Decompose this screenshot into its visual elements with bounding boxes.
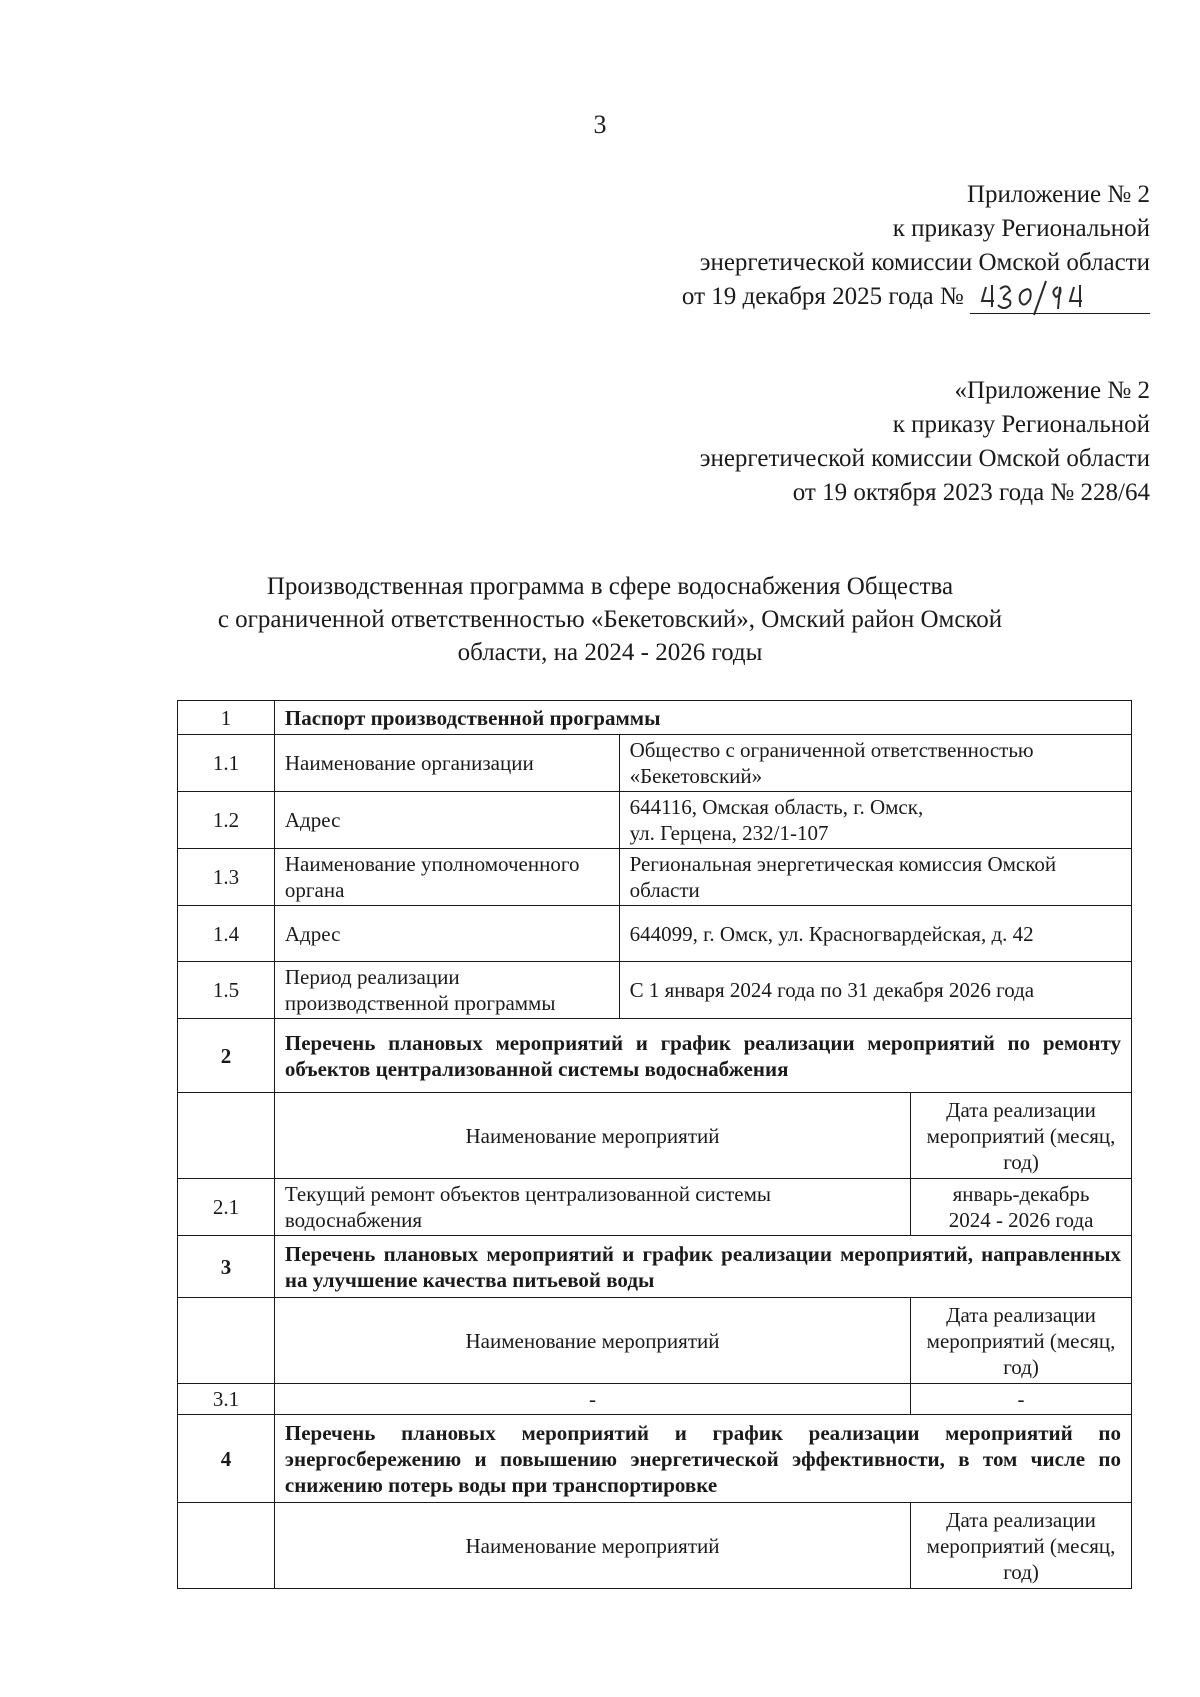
- column-header-date: Дата реализации мероприятий (месяц, год): [911, 1298, 1132, 1384]
- column-header-date: Дата реализации мероприятий (месяц, год): [911, 1093, 1132, 1179]
- row-value: Региональная энергетическая комиссия Омской области: [619, 849, 1131, 906]
- section-title: Перечень плановых мероприятий и график реализации мероприятий, направленных на улучшение качества питьевой воды: [274, 1236, 1131, 1298]
- row-label: Адрес: [274, 906, 619, 962]
- empty-cell: [178, 1298, 275, 1384]
- appendix-old-line: к приказу Региональной: [892, 411, 1150, 438]
- table-header-row: [178, 1298, 1132, 1384]
- appendix-new-date-line: [550, 280, 1150, 314]
- appendix-new-line: энергетической комиссии Омской области: [699, 249, 1150, 276]
- appendix-new-line: Приложение № 2: [966, 181, 1150, 208]
- row-number: 1.2: [178, 792, 275, 849]
- page-number: 3: [593, 110, 607, 139]
- activity-date: [911, 1179, 1132, 1236]
- column-header-date: Дата реализации мероприятий (месяц, год): [911, 1503, 1132, 1589]
- row-value: Общество с ограниченной ответственностью «Бекетовский»: [619, 735, 1131, 792]
- row-value-line: 644116, Омская область, г. Омск,: [629, 795, 924, 819]
- appendix-new-line: к приказу Региональной: [892, 215, 1150, 242]
- table-row: [178, 906, 1132, 962]
- row-label: Период реализации производственной программы: [274, 962, 619, 1019]
- section-number: 2: [178, 1019, 275, 1093]
- activity-date-line: январь-декабрь: [952, 1182, 1090, 1206]
- appendix-new-date-prefix: от 19 декабря 2025 года №: [681, 283, 964, 310]
- row-value: С 1 января 2024 года по 31 декабря 2026 года: [619, 962, 1131, 1019]
- appendix-header-new: [550, 178, 1150, 314]
- row-number: 1.1: [178, 735, 275, 792]
- appendix-old-line: энергетической комиссии Омской области: [699, 445, 1150, 472]
- empty-cell: [178, 1093, 275, 1179]
- appendix-old-line: от 19 октября 2023 года № 228/64: [792, 479, 1150, 506]
- row-value: 644099, г. Омск, ул. Красногвардейская, д. 42: [619, 906, 1131, 962]
- table-row: [178, 1384, 1132, 1415]
- document-title-line: с ограниченной ответственностью «Бекетовский», Омский район Омской: [217, 606, 1003, 633]
- appendix-old-line: «Приложение № 2: [954, 377, 1150, 404]
- section-number: 1: [178, 701, 275, 735]
- activity-date: -: [911, 1384, 1132, 1415]
- row-value-line: ул. Герцена, 232/1-107: [629, 821, 829, 845]
- row-number: 3.1: [178, 1384, 275, 1415]
- row-value: [619, 792, 1131, 849]
- table-header-row: [178, 1503, 1132, 1589]
- document-title-line: области, на 2024 - 2026 годы: [457, 639, 763, 666]
- table-row: [178, 792, 1132, 849]
- section-header-row: [178, 701, 1132, 735]
- table-row: [178, 735, 1132, 792]
- production-program-table: [177, 700, 1132, 1589]
- handwritten-order-number: [970, 283, 1150, 314]
- table-header-row: [178, 1093, 1132, 1179]
- column-header-name: Наименование мероприятий: [274, 1503, 910, 1589]
- empty-cell: [178, 1503, 275, 1589]
- row-label: Адрес: [274, 792, 619, 849]
- table-row: [178, 962, 1132, 1019]
- section-title: Перечень плановых мероприятий и график реализации мероприятий по ремонту объектов централизованной системы водоснабжения: [274, 1019, 1131, 1093]
- table-row: [178, 1179, 1132, 1236]
- row-number: 1.5: [178, 962, 275, 1019]
- document-title: [140, 570, 1080, 669]
- row-number: 1.3: [178, 849, 275, 906]
- section-number: 4: [178, 1415, 275, 1503]
- row-label: Наименование организации: [274, 735, 619, 792]
- section-title: Паспорт производственной программы: [274, 701, 1131, 735]
- activity-name: Текущий ремонт объектов централизованной системы водоснабжения: [274, 1179, 910, 1236]
- appendix-header-old: [530, 374, 1150, 510]
- column-header-name: Наименование мероприятий: [274, 1298, 910, 1384]
- section-header-row: [178, 1236, 1132, 1298]
- handwritten-number-signature: [980, 277, 1110, 317]
- activity-date-line: 2024 - 2026 года: [948, 1208, 1094, 1232]
- section-header-row: [178, 1415, 1132, 1503]
- row-number: 2.1: [178, 1179, 275, 1236]
- section-title: Перечень плановых мероприятий и график реализации мероприятий по энергосбережению и повышению энергетической эффективности, в том числе по снижению потерь воды при транспортировке: [274, 1415, 1131, 1503]
- activity-name: -: [274, 1384, 910, 1415]
- column-header-name: Наименование мероприятий: [274, 1093, 910, 1179]
- section-header-row: [178, 1019, 1132, 1093]
- section-number: 3: [178, 1236, 275, 1298]
- row-label: Наименование уполномоченного органа: [274, 849, 619, 906]
- table-row: [178, 849, 1132, 906]
- document-title-line: Производственная программа в сфере водоснабжения Общества: [266, 573, 954, 600]
- row-number: 1.4: [178, 906, 275, 962]
